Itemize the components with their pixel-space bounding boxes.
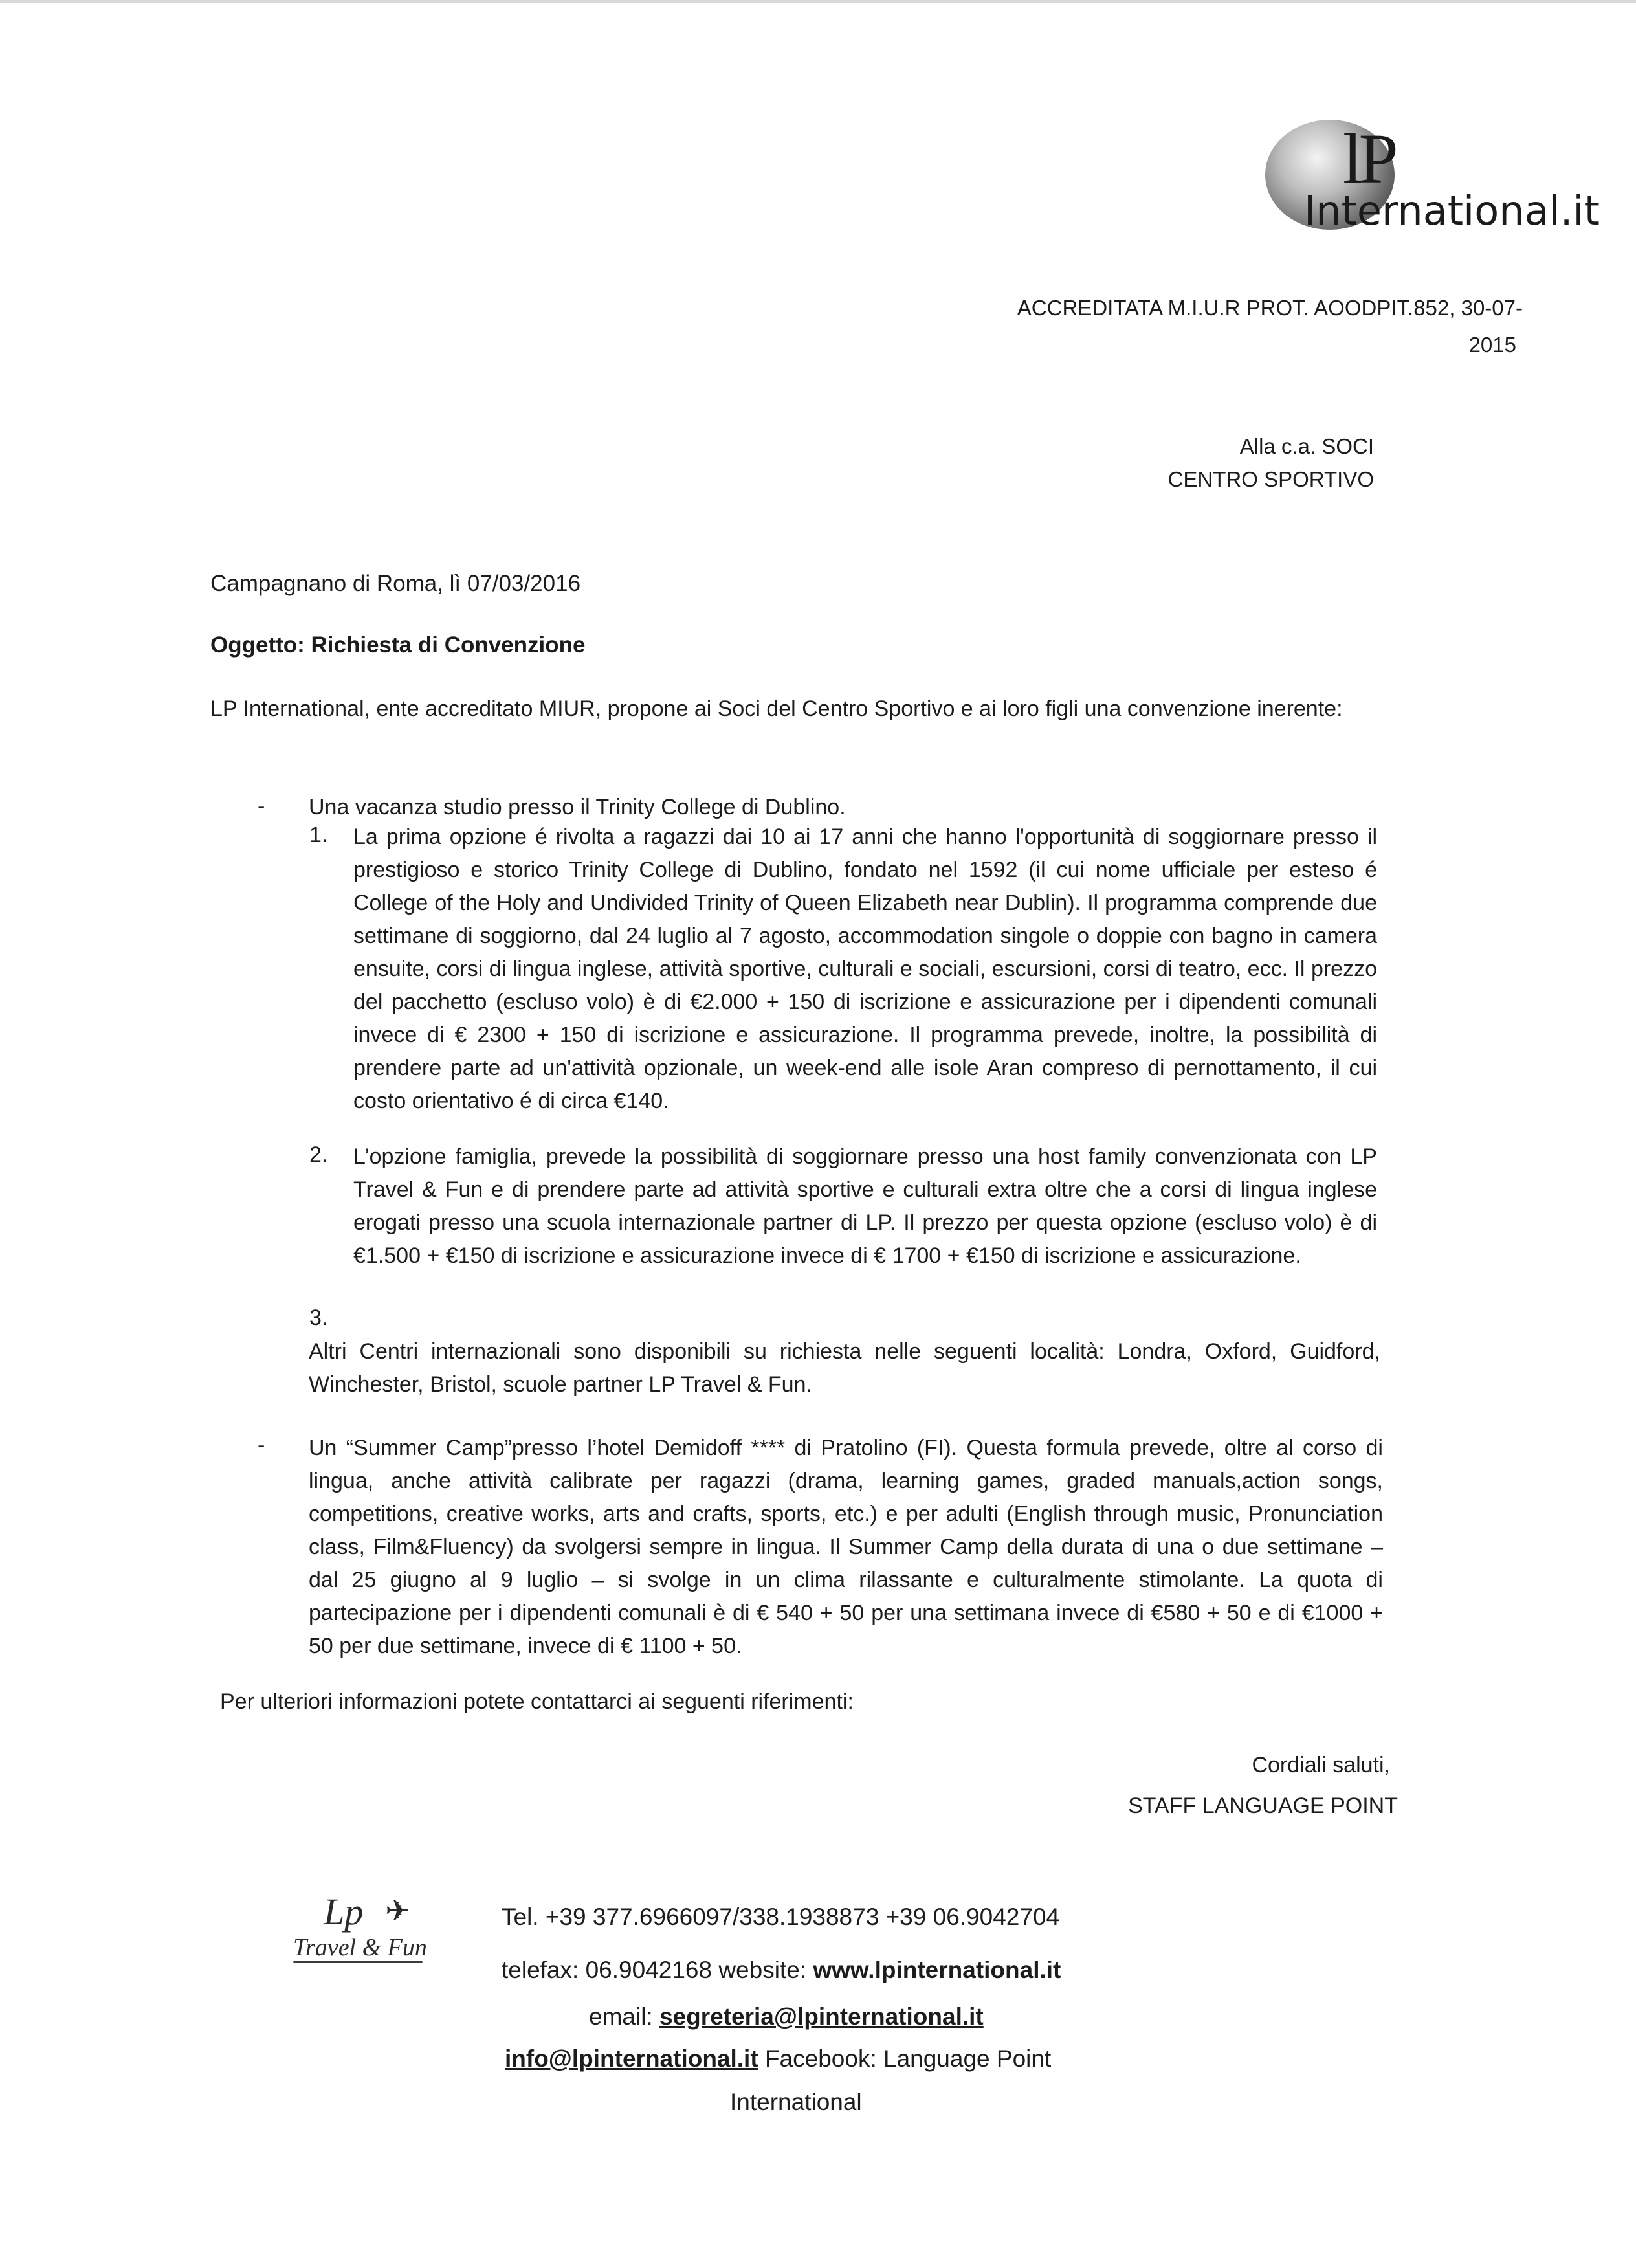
item-3-number: 3.: [309, 1306, 328, 1330]
recipient-line-2: CENTRO SPORTIVO: [1167, 467, 1374, 491]
intro-paragraph: LP International, ente accreditato MIUR, propone ai Soci del Centro Sportivo e ai loro figli una convenzione inerente:: [210, 696, 1343, 721]
date-place: Campagnano di Roma, lì 07/03/2016: [210, 571, 581, 596]
info-facebook-line: [505, 2045, 1051, 2073]
bullet-1-lead: Una vacanza studio presso il Trinity College di Dublino.: [309, 795, 846, 819]
logo-tagline: International.it: [1304, 187, 1600, 234]
item-3-text: Altri Centri internazionali sono disponibili su richiesta nelle seguenti località: Londra, Oxford, Guidford, Winchester, Bristol, scuole partner LP Travel & Fun.: [309, 1339, 1380, 1397]
facebook-continuation: International: [730, 2089, 862, 2115]
subject-line: Oggetto: Richiesta di Convenzione: [210, 632, 586, 658]
lp-travel-logo-text: Travel & Fun: [293, 1934, 427, 1961]
airplane-icon: ✈: [385, 1894, 410, 1928]
accreditation-line-1: ACCREDITATA M.I.U.R PROT. AOODPIT.852, 30-07-: [1017, 296, 1523, 320]
closing-greeting: Cordiali saluti,: [1252, 1753, 1390, 1777]
bullet-dash-1: -: [258, 794, 265, 819]
lp-international-logo: [1265, 107, 1600, 243]
logo-underline: [293, 1961, 423, 1963]
signature: STAFF LANGUAGE POINT: [1128, 1794, 1398, 1818]
further-info-line: Per ulteriori informazioni potete contattarci ai seguenti riferimenti:: [220, 1689, 854, 1714]
telefax-label: telefax: 06.9042168 website:: [502, 1957, 813, 1983]
lp-travel-fun-logo: [288, 1893, 450, 1971]
facebook-label: Facebook: Language Point: [758, 2045, 1052, 2072]
telephone-line: Tel. +39 377.6966097/338.1938873 +39 06.9042704: [502, 1904, 1060, 1930]
email-line: [589, 2003, 984, 2030]
item-2-text: L’opzione famiglia, prevede la possibilità di soggiornare presso una host family convenzionata con LP Travel & Fun e di prendere parte ad attività sportive e culturali extra oltre che a corsi di lingua inglese erogati presso una scuola internazionale partner di LP. Il prezzo per questa opzione (escluso volo) è di €1.500 + €150 di iscrizione e assicurazione invece di € 1700 + €150 di iscrizione e assicurazione.: [353, 1144, 1377, 1268]
website-link[interactable]: www.lpinternational.it: [813, 1957, 1061, 1983]
email-label: email:: [589, 2003, 659, 2030]
email-link-segreteria[interactable]: segreteria@lpinternational.it: [659, 2003, 984, 2030]
item-1-number: 1.: [309, 823, 328, 847]
recipient-line-1: Alla c.a. SOCI: [1239, 434, 1374, 458]
email-link-info[interactable]: info@lpinternational.it: [505, 2045, 758, 2072]
accreditation-line-2: 2015: [1468, 333, 1516, 357]
item-1-text: La prima opzione é rivolta a ragazzi dai 10 ai 17 anni che hanno l'opportunità di soggiornare presso il prestigioso e storico Trinity College di Dublino, fondato nel 1592 (il cui nome ufficiale per esteso é College of the Holy and Undivided Trinity of Queen Elizabeth near Dublin). Il programma comprende due settimane di soggiorno, dal 24 luglio al 7 agosto, accommodation singole o doppie con bagno in camera ensuite, corsi di lingua inglese, attività sportive, culturali e sociali, escursioni, corsi di teatro, ecc. Il prezzo del pacchetto (escluso volo) è di €2.000 + 150 di iscrizione e assicurazione per i dipendenti comunali invece di € 2300 + 150 di iscrizione e assicurazione. Il programma prevede, inoltre, la possibilità di prendere parte ad un'attività opzionale, un week-end alle isole Aran compreso di pernottamento, il cui costo orientativo é di circa €140.: [353, 825, 1377, 1113]
bullet-dash-2: -: [258, 1433, 265, 1458]
summer-camp-paragraph: Un “Summer Camp”presso l’hotel Demidoff **** di Pratolino (FI). Questa formula prevede, oltre al corso di lingua, anche attività calibrate per ragazzi (drama, learning games, graded manuals,action songs, competitions, creative works, arts and crafts, sports, etc.) e per adulti (English through music, Pronunciation class, Film&Fluency) da svolgersi sempre in lingua. Il Summer Camp della durata di una o due settimane – dal 25 giugno al 9 luglio – si svolge in un clima rilassante e culturalmente stimolante. La quota di partecipazione per i dipendenti comunali è di € 540 + 50 per una settimana invece di €580 + 50 e di €1000 + 50 per due settimane, invece di € 1100 + 50.: [309, 1436, 1383, 1658]
logo-lp-text: lP: [1343, 119, 1395, 198]
telefax-website-line: [502, 1957, 1061, 1984]
scan-edge: [0, 0, 1636, 3]
lp-travel-logo-lp: Lp: [324, 1891, 364, 1933]
item-2-number: 2.: [309, 1142, 328, 1167]
